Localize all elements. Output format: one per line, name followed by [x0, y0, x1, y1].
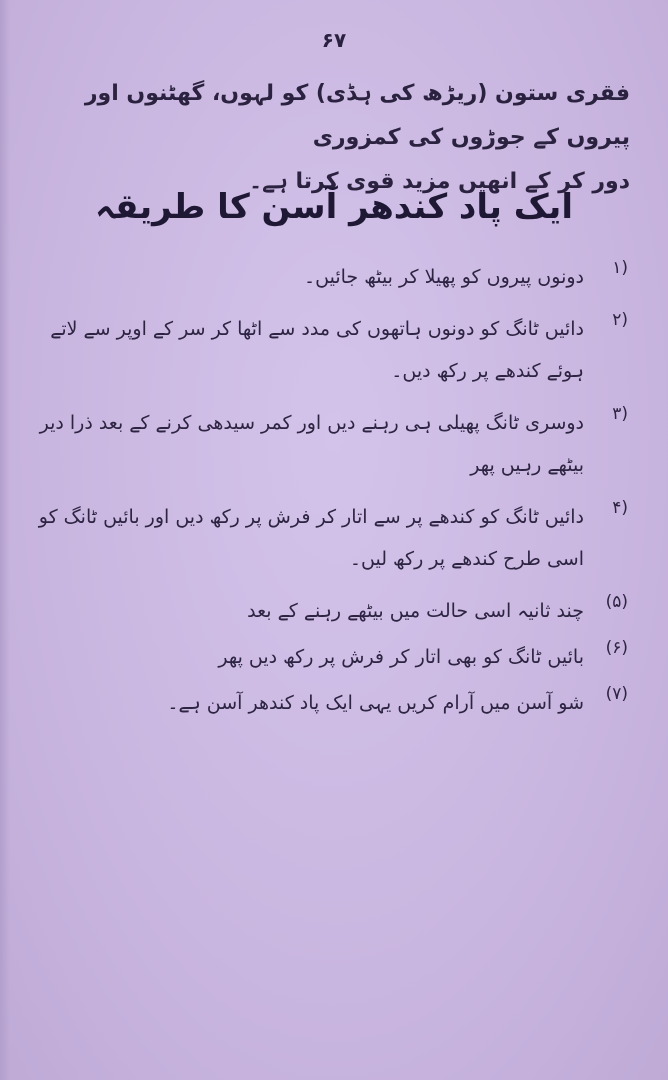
- page-edge-shadow: [0, 0, 10, 1080]
- step-item: [28, 590, 628, 632]
- step-text: دونوں پیروں کو پھیلا کر بیٹھ جائیں۔: [304, 266, 584, 288]
- step-number: (۴: [612, 498, 628, 518]
- step-number: (۱: [612, 258, 628, 278]
- intro-paragraph: [40, 72, 630, 204]
- step-item: [28, 256, 628, 298]
- step-number: (۶): [605, 638, 628, 658]
- step-text: دوسری ٹانگ پھیلی ہی رہنے دیں اور کمر سیدھی کرنے کے بعد ذرا دیر بیٹھے رہیں پھر: [39, 412, 584, 476]
- steps-list: [28, 256, 628, 728]
- step-text: دائیں ٹانگ کو دونوں ہاتھوں کی مدد سے اٹھا کر سر کے اوپر سے لاتے ہوئے کندھے پر رکھ دیں۔: [50, 318, 584, 382]
- step-item: [28, 308, 628, 392]
- step-item: [28, 636, 628, 678]
- page-number: ۶۷: [321, 28, 347, 52]
- step-text: دائیں ٹانگ کو کندھے پر سے اتار کر فرش پر رکھ دیں اور بائیں ٹانگ کو اسی طرح کندھے پر رکھ لیں۔: [38, 506, 584, 570]
- step-number: (۵): [605, 592, 628, 612]
- step-text: بائیں ٹانگ کو بھی اتار کر فرش پر رکھ دیں پھر: [218, 646, 584, 668]
- step-number: (۲: [612, 310, 628, 330]
- step-number: (۳: [612, 404, 628, 424]
- section-heading: ایک پاد کندھر آسن کا طریقہ: [95, 187, 573, 227]
- step-item: [28, 682, 628, 724]
- step-item: [28, 402, 628, 486]
- intro-line-1: فقری ستون (ریڑھ کی ہڈی) کو لہوں، گھٹنوں اور پیروں کے جوڑوں کی کمزوری: [84, 81, 630, 150]
- step-number: (۷): [605, 684, 628, 704]
- intro-line-2: دور کر کے انھیں مزید قوی کرتا ہے۔: [249, 169, 630, 194]
- step-text: شو آسن میں آرام کریں یہی ایک پاد کندھر آسن ہے۔: [167, 692, 584, 714]
- step-item: [28, 496, 628, 580]
- step-text: چند ثانیہ اسی حالت میں بیٹھے رہنے کے بعد: [247, 600, 584, 622]
